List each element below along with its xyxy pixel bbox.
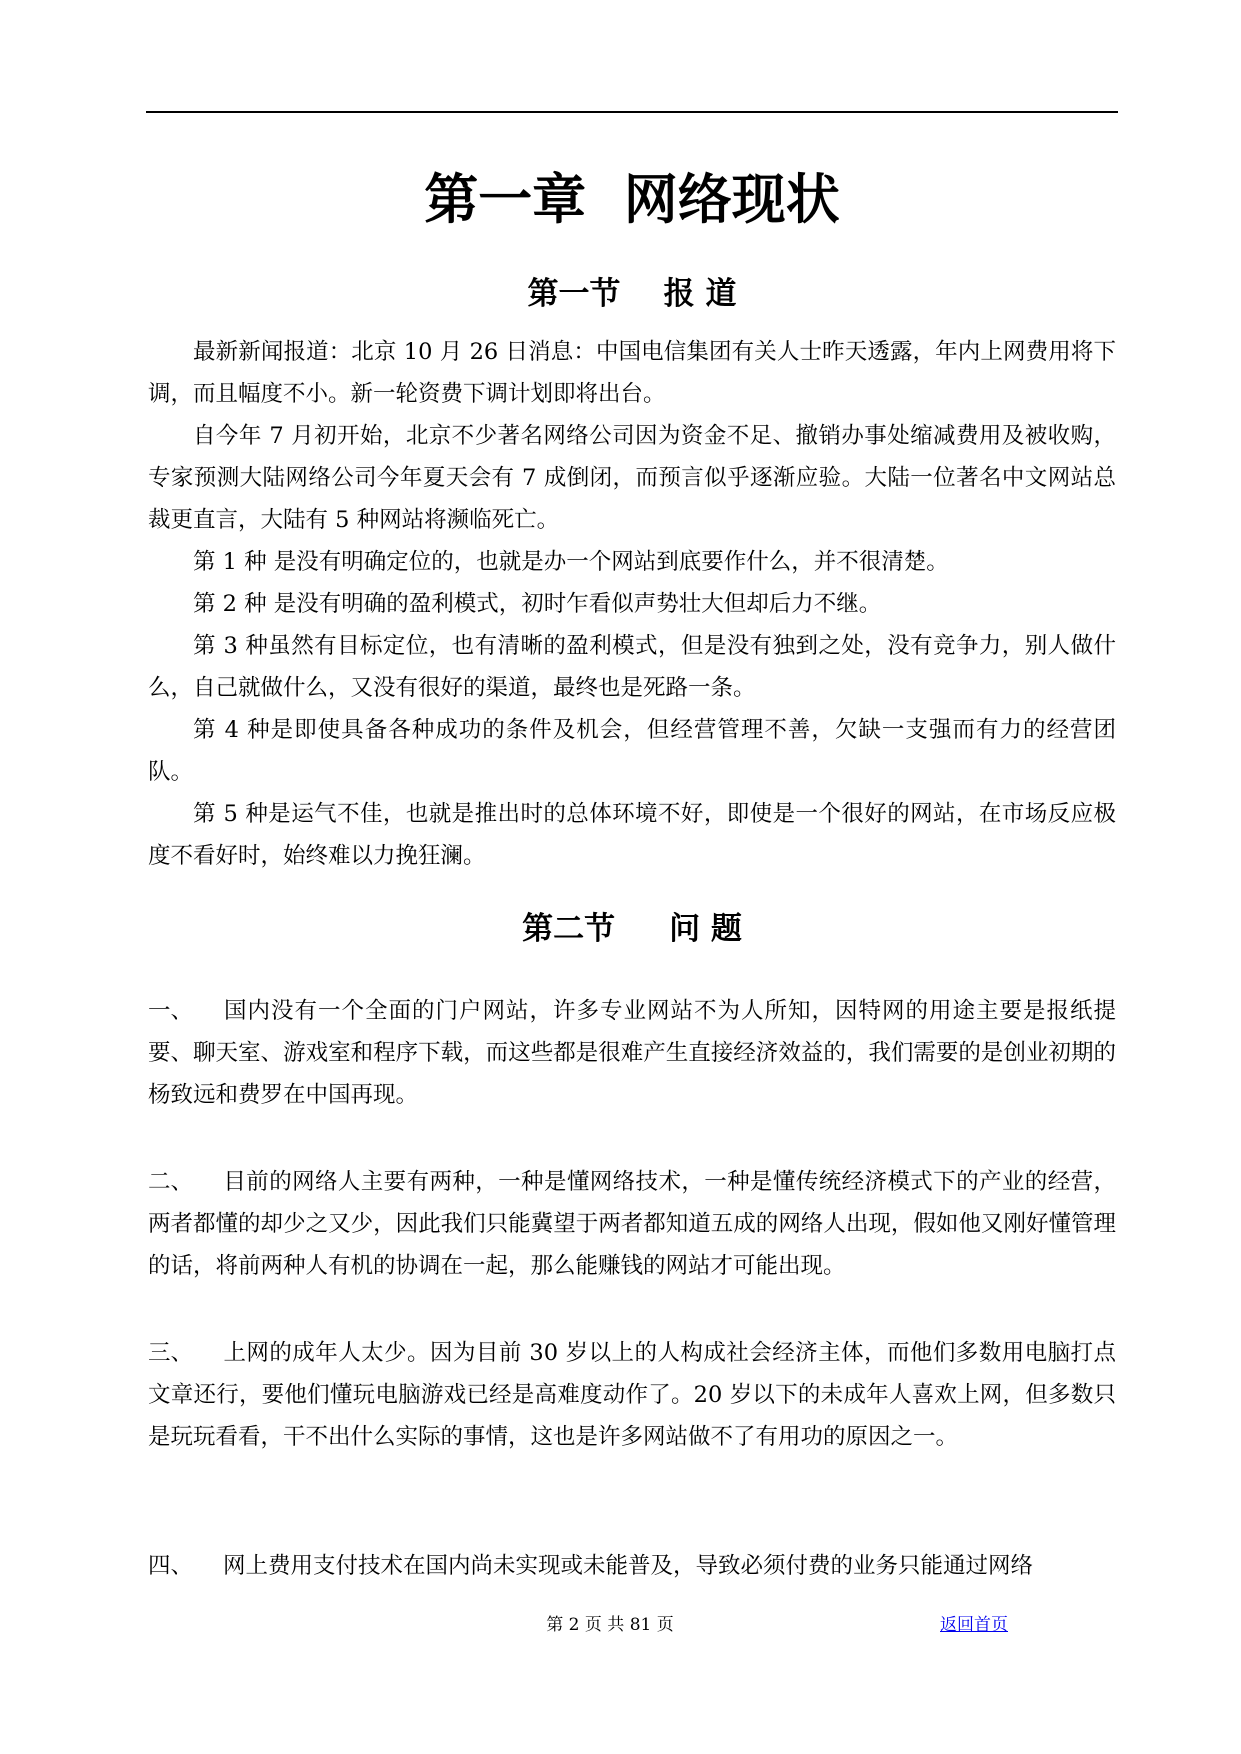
list-item (148, 1161, 1116, 1287)
paragraph: 第 1 种 是没有明确定位的，也就是办一个网站到底要作什么，并不很清楚。 (193, 549, 949, 575)
list-item-number: 一、 (148, 998, 194, 1024)
chapter-title: 第一章 网络现状 (424, 168, 840, 231)
paragraph: 最新新闻报道：北京 10 月 26 日消息：中国电信集团有关人士昨天透露，年内上网费用将下调，而且幅度不小。新一轮资费下调计划即将出台。 (148, 339, 1116, 407)
list-item-text: 网上费用支付技术在国内尚未实现或未能普及，导致必须付费的业务只能通过网络 (223, 1553, 1034, 1579)
page-number: 第 2 页 共 81 页 (546, 1615, 674, 1635)
paragraph: 第 2 种 是没有明确的盈利模式，初时乍看似声势壮大但却后力不继。 (193, 591, 882, 617)
home-link[interactable]: 返回首页 (940, 1615, 1008, 1635)
paragraph: 第 5 种是运气不佳，也就是推出时的总体环境不好，即使是一个很好的网站，在市场反应极度不看好时，始终难以力挽狂澜。 (148, 801, 1116, 869)
header-rule (146, 111, 1118, 113)
list-item (148, 1332, 1116, 1458)
section-1-body (148, 331, 1116, 877)
list-item-number: 四、 (148, 1553, 194, 1579)
list-item (148, 990, 1116, 1116)
paragraph: 自今年 7 月初开始，北京不少著名网络公司因为资金不足、撤销办事处缩减费用及被收购，专家预测大陆网络公司今年夏天会有 7 成倒闭，而预言似乎逐渐应验。大陆一位著名中文网站总裁更直言，大陆有 5 种网站将濒临死亡。 (148, 423, 1116, 533)
list-item-number: 二、 (148, 1169, 194, 1195)
list-item-number: 三、 (148, 1340, 194, 1366)
list-item-text: 国内没有一个全面的门户网站，许多专业网站不为人所知，因特网的用途主要是报纸提要、聊天室、游戏室和程序下载，而这些都是很难产生直接经济效益的，我们需要的是创业初期的杨致远和费罗在中国再现。 (148, 998, 1116, 1108)
list-item (148, 1545, 1116, 1587)
section-title-2: 第二节 问 题 (522, 911, 742, 947)
list-item-text: 上网的成年人太少。因为目前 30 岁以上的人构成社会经济主体，而他们多数用电脑打点文章还行，要他们懂玩电脑游戏已经是高难度动作了。20 岁以下的未成年人喜欢上网，但多数只是玩玩看看，干不出什么实际的事情，这也是许多网站做不了有用功的原因之一。 (148, 1340, 1116, 1450)
paragraph: 第 3 种虽然有目标定位，也有清晰的盈利模式，但是没有独到之处，没有竞争力，别人做什么，自己就做什么，又没有很好的渠道，最终也是死路一条。 (148, 633, 1116, 701)
section-title-1: 第一节 报 道 (527, 276, 737, 312)
list-item-text: 目前的网络人主要有两种，一种是懂网络技术，一种是懂传统经济模式下的产业的经营，两者都懂的却少之又少，因此我们只能冀望于两者都知道五成的网络人出现，假如他又刚好懂管理的话，将前两种人有机的协调在一起，那么能赚钱的网站才可能出现。 (148, 1169, 1116, 1279)
paragraph: 第 4 种是即使具备各种成功的条件及机会，但经营管理不善，欠缺一支强而有力的经营团队。 (148, 717, 1116, 785)
